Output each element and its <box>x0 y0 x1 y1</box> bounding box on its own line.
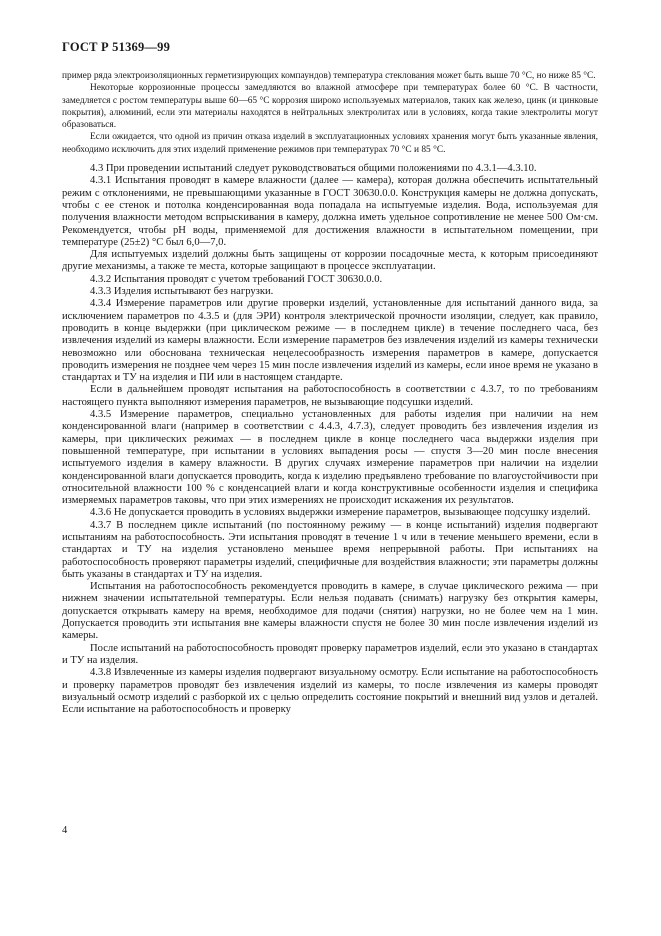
paragraph-note-2: Некоторые коррозионные процессы замедляются во влажной атмосфере при температурах более 60 °С. В частности, замедляется с ростом температуры выше 60—65 °С коррозия широко используемых материалов, таких как железо, цинк (и цинковые покрытия), алюминий, если эти материалы находятся в нейтральных электролитах или в условиях, когда такие электролиты могут образоваться. <box>62 83 598 131</box>
paragraph-4-3-7: 4.3.7 В последнем цикле испытаний (по постоянному режиму — в конце испытаний) изделия подвергают испытаниям на работоспособность. Эти испытания проводят в течение 1 ч или в течение меньшего времени, если в стандартах и ТУ на изделия установлено меньшее время непрерывной работы. При испытаниях на работоспособность проверяют параметры изделий, специфичные для воздействия влажности; эти параметры должны быть указаны в стандартах и ТУ на изделия. <box>62 519 598 580</box>
paragraph-4-3-1-cont: Для испытуемых изделий должны быть защищены от коррозии посадочные места, к которым присоединяют другие механизмы, а также те места, которые защищают в процессе эксплуатации. <box>62 249 598 273</box>
document-body <box>62 70 598 716</box>
paragraph-4-3-2: 4.3.2 Испытания проводят с учетом требований ГОСТ 30630.0.0. <box>90 273 383 285</box>
paragraph-4-3-4: 4.3.4 Измерение параметров или другие проверки изделий, установленные для испытаний данного вида, за исключением параметров по 4.3.5 и (для ЭРИ) контроля электрической прочности изоляции, следует, как правило, проводить в конце выдержки (при циклическом режиме — в последнем цикле) в течение последнего часа, без извлечения изделий из камеры влажности. Если измерение параметров без извлечения изделий из камеры технически невозможно или обоснована техническая нецелесообразность измерения параметров в камере, допускается проводить измерения не позднее чем через 15 мин после извлечения изделий из камеры, если иное время не указано в стандартах и ТУ на изделия и ПИ или в настоящем стандарте. <box>62 298 598 384</box>
paragraph-4-3-8: 4.3.8 Извлеченные из камеры изделия подвергают визуальному осмотру. Если испытание на работоспособность и проверку параметров проводят без извлечения изделий из камеры, то после извлечения из камеры проводят визуальный осмотр изделий с разборкой их с целью определить состояние покрытий и внешний вид узлов и деталей. Если испытание на работоспособность и проверку <box>62 667 598 716</box>
paragraph-4-3-7-cont-1: Испытания на работоспособность рекомендуется проводить в камере, в случае циклического режима — при нижнем значении испытательной температуры. Если нельзя подавать (снимать) нагрузку без открытия камеры, допускается открывать камеру на время, необходимое для подачи (снятия) нагрузки, но не более чем на 1 мин. Допускается проводить эти испытания вне камеры влажности спустя не более 30 мин после извлечения изделий из камеры. <box>62 581 598 642</box>
paragraph-note-1: пример ряда электроизоляционных герметизирующих компаундов) температура стеклования может быть выше 70 °С, но ниже 85 °С. <box>62 71 596 81</box>
paragraph-4-3-3: 4.3.3 Изделия испытывают без нагрузки. <box>90 286 274 298</box>
paragraph-4-3-4-cont: Если в дальнейшем проводят испытания на работоспособность в соответствии с 4.3.7, то по требованиям настоящего пункта выполняют измерения параметров, не вызывающие подсушки изделий. <box>62 384 598 408</box>
paragraph-note-3: Если ожидается, что одной из причин отказа изделий в эксплуатационных условиях хранения могут быть указанные явления, необходимо исключить для этих изделий применение режимов при температурах 70 °С и 85 °С. <box>62 132 598 155</box>
paragraph-4-3: 4.3 При проведении испытаний следует руководствоваться общими положениями по 4.3.1—4.3.10. <box>90 163 537 175</box>
paragraph-4-3-7-cont-2: После испытаний на работоспособность проводят проверку параметров изделий, если это указано в стандартах и ТУ на изделия. <box>62 642 598 666</box>
paragraph-4-3-5: 4.3.5 Измерение параметров, специально установленных для работы изделия при наличии на нем конденсированной влаги (например в соответствии с 4.4.3, 4.7.3), следует проводить без извлечения изделия из камеры, при циклических режимах — в последнем цикле в конце последнего часа выдержки изделия при повышенной температуре, при испытании в условиях выпадения росы — спустя 3—20 мин после внесения испытуемого изделия в камеру влажности. В других случаях измерение параметров при наличии на изделии конденсированной влаги допускается проводить, когда к изделию предъявлено требование по влагоустойчивости при относительной влажности 100 % с конденсацией влаги и когда конструктивные особенности изделия и специфика измеряемых параметров таковы, что при этих измерениях не происходит искажения их результатов. <box>62 409 598 507</box>
page-number: 4 <box>62 825 68 836</box>
paragraph-4-3-1: 4.3.1 Испытания проводят в камере влажности (далее — камера), которая должна обеспечить испытательный режим с отклонениями, не превышающими указанные в ГОСТ 30630.0.0. Конструкция камеры не должна допускать, чтобы с ее стенок и потолка конденсированная вода попадала на испытуемые изделия. Вода, используемая для получения влажности методом вспрыскивания в камеру, должна иметь удельное сопротивление не менее 500 Ом·см. Рекомендуется, чтобы рН воды, применяемой для достижения влажности в испытательном помещении, при температуре (25±2) °С был 6,0—7,0. <box>62 175 598 248</box>
paragraph-4-3-6: 4.3.6 Не допускается проводить в условиях выдержки измерение параметров, вызывающее подсушку изделий. <box>90 507 591 519</box>
standard-header: ГОСТ Р 51369—99 <box>62 40 171 54</box>
